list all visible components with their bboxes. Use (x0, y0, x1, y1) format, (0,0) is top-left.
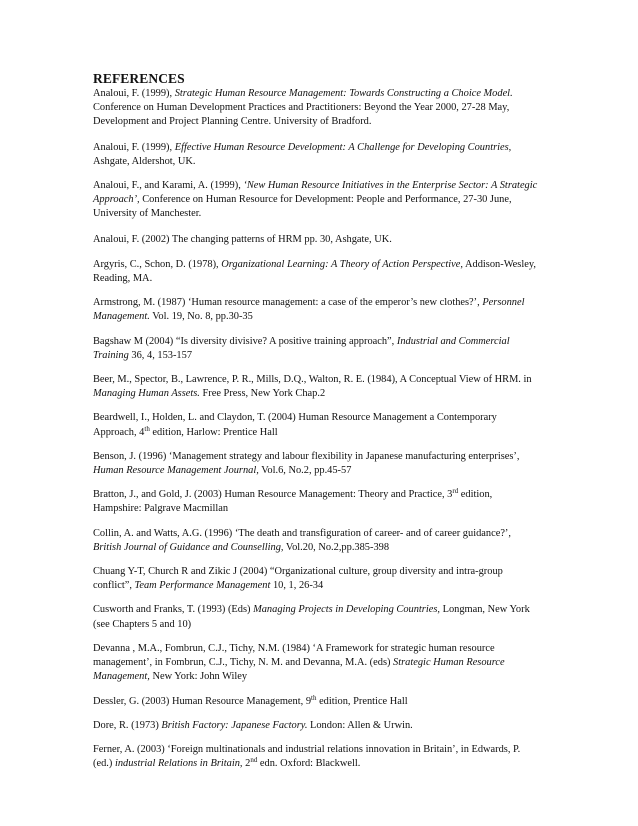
reference-entry: Analoui, F. (2002) The changing patterns of HRM pp. 30, Ashgate, UK. (93, 233, 392, 245)
reference-entry: Argyris, C., Schon, D. (1978), Organizational Learning: A Theory of Action Perspective, Addison-Wesley, Reading, MA. (93, 258, 536, 285)
reference-entry: Benson, J. (1996) ‘Management strategy and labour flexibility in Japanese manufacturing enterprises’, Human Resource Management Journal, Vol.6, No.2, pp.45-57 (93, 450, 520, 477)
reference-entry: Analoui, F., and Karami, A. (1999), ‘New Human Resource Initiatives in the Enterprise Sector: A Strategic Approach’, Conference on Human Resource for Development: People and Performance, 27-30 June, University of Manchester. (93, 180, 538, 220)
reference-entry: Analoui, F. (1999), Strategic Human Resource Management: Towards Constructing a Choice Model. Conference on Human Development Practices and Practitioners: Beyond the Year 2000, 27-28 May, Development and Project Planning Centre. University of Bradford. (93, 88, 513, 128)
references-section (93, 71, 555, 771)
references-heading: REFERENCES (93, 71, 185, 86)
reference-entry: Armstrong, M. (1987) ‘Human resource management: a case of the emperor’s new clothes?’, Personnel Management. Vol. 19, No. 8, pp.30-35 (93, 297, 525, 323)
reference-entry: Devanna , M.A., Fombrun, C.J., Tichy, N.M. (1984) ‘A Framework for strategic human resource management’, in Fombrun, C.J., Tichy, N. M. and Devanna, M.A. (eds) Strategic Human Resource Management, New York: John Wiley (93, 642, 505, 683)
reference-entry: Dore, R. (1973) British Factory: Japanese Factory. London: Allen & Urwin. (93, 719, 413, 731)
reference-entry: Dessler, G. (2003) Human Resource Management, 9th edition, Prentice Hall (93, 693, 408, 707)
reference-entry: Bratton, J., and Gold, J. (2003) Human Resource Management: Theory and Practice, 3rd edition, Hampshire: Palgrave Macmillan (93, 487, 493, 515)
reference-entry: Cusworth and Franks, T. (1993) (Eds) Managing Projects in Developing Countries, Longman, New York (see Chapters 5 and 10) (93, 604, 530, 630)
reference-entry: Beer, M., Spector, B., Lawrence, P. R., Mills, D.Q., Walton, R. E. (1984), A Conceptual View of HRM. in Managing Human Assets. Free Press, New York Chap.2 (93, 374, 532, 400)
reference-entry: Chuang Y-T, Church R and Zikic J (2004) “Organizational culture, group diversity and intra-group conflict”, Team Performance Management 10, 1, 26-34 (93, 566, 503, 592)
reference-entry: Bagshaw M (2004) “Is diversity divisive? A positive training approach”, Industrial and Commercial Training 36, 4, 153-157 (93, 335, 510, 361)
reference-entry: Collin, A. and Watts, A.G. (1996) ‘The death and transfiguration of career- and of career guidance?’, British Journal of Guidance and Counselling, Vol.20, No.2,pp.385-398 (93, 527, 511, 553)
reference-entry: Ferner, A. (2003) ‘Foreign multinationals and industrial relations innovation in Britain’, in Edwards, P. (ed.) industrial Relations in Britain, 2nd edn. Oxford: Blackwell. (93, 743, 521, 770)
reference-entry: Analoui, F. (1999), Effective Human Resource Development: A Challenge for Developing Countries, Ashgate, Aldershot, UK. (93, 141, 512, 167)
reference-entry: Beardwell, I., Holden, L. and Claydon, T. (2004) Human Resource Management a Contemporary Approach, 4th edition, Harlow: Prentice Hall (93, 412, 497, 438)
